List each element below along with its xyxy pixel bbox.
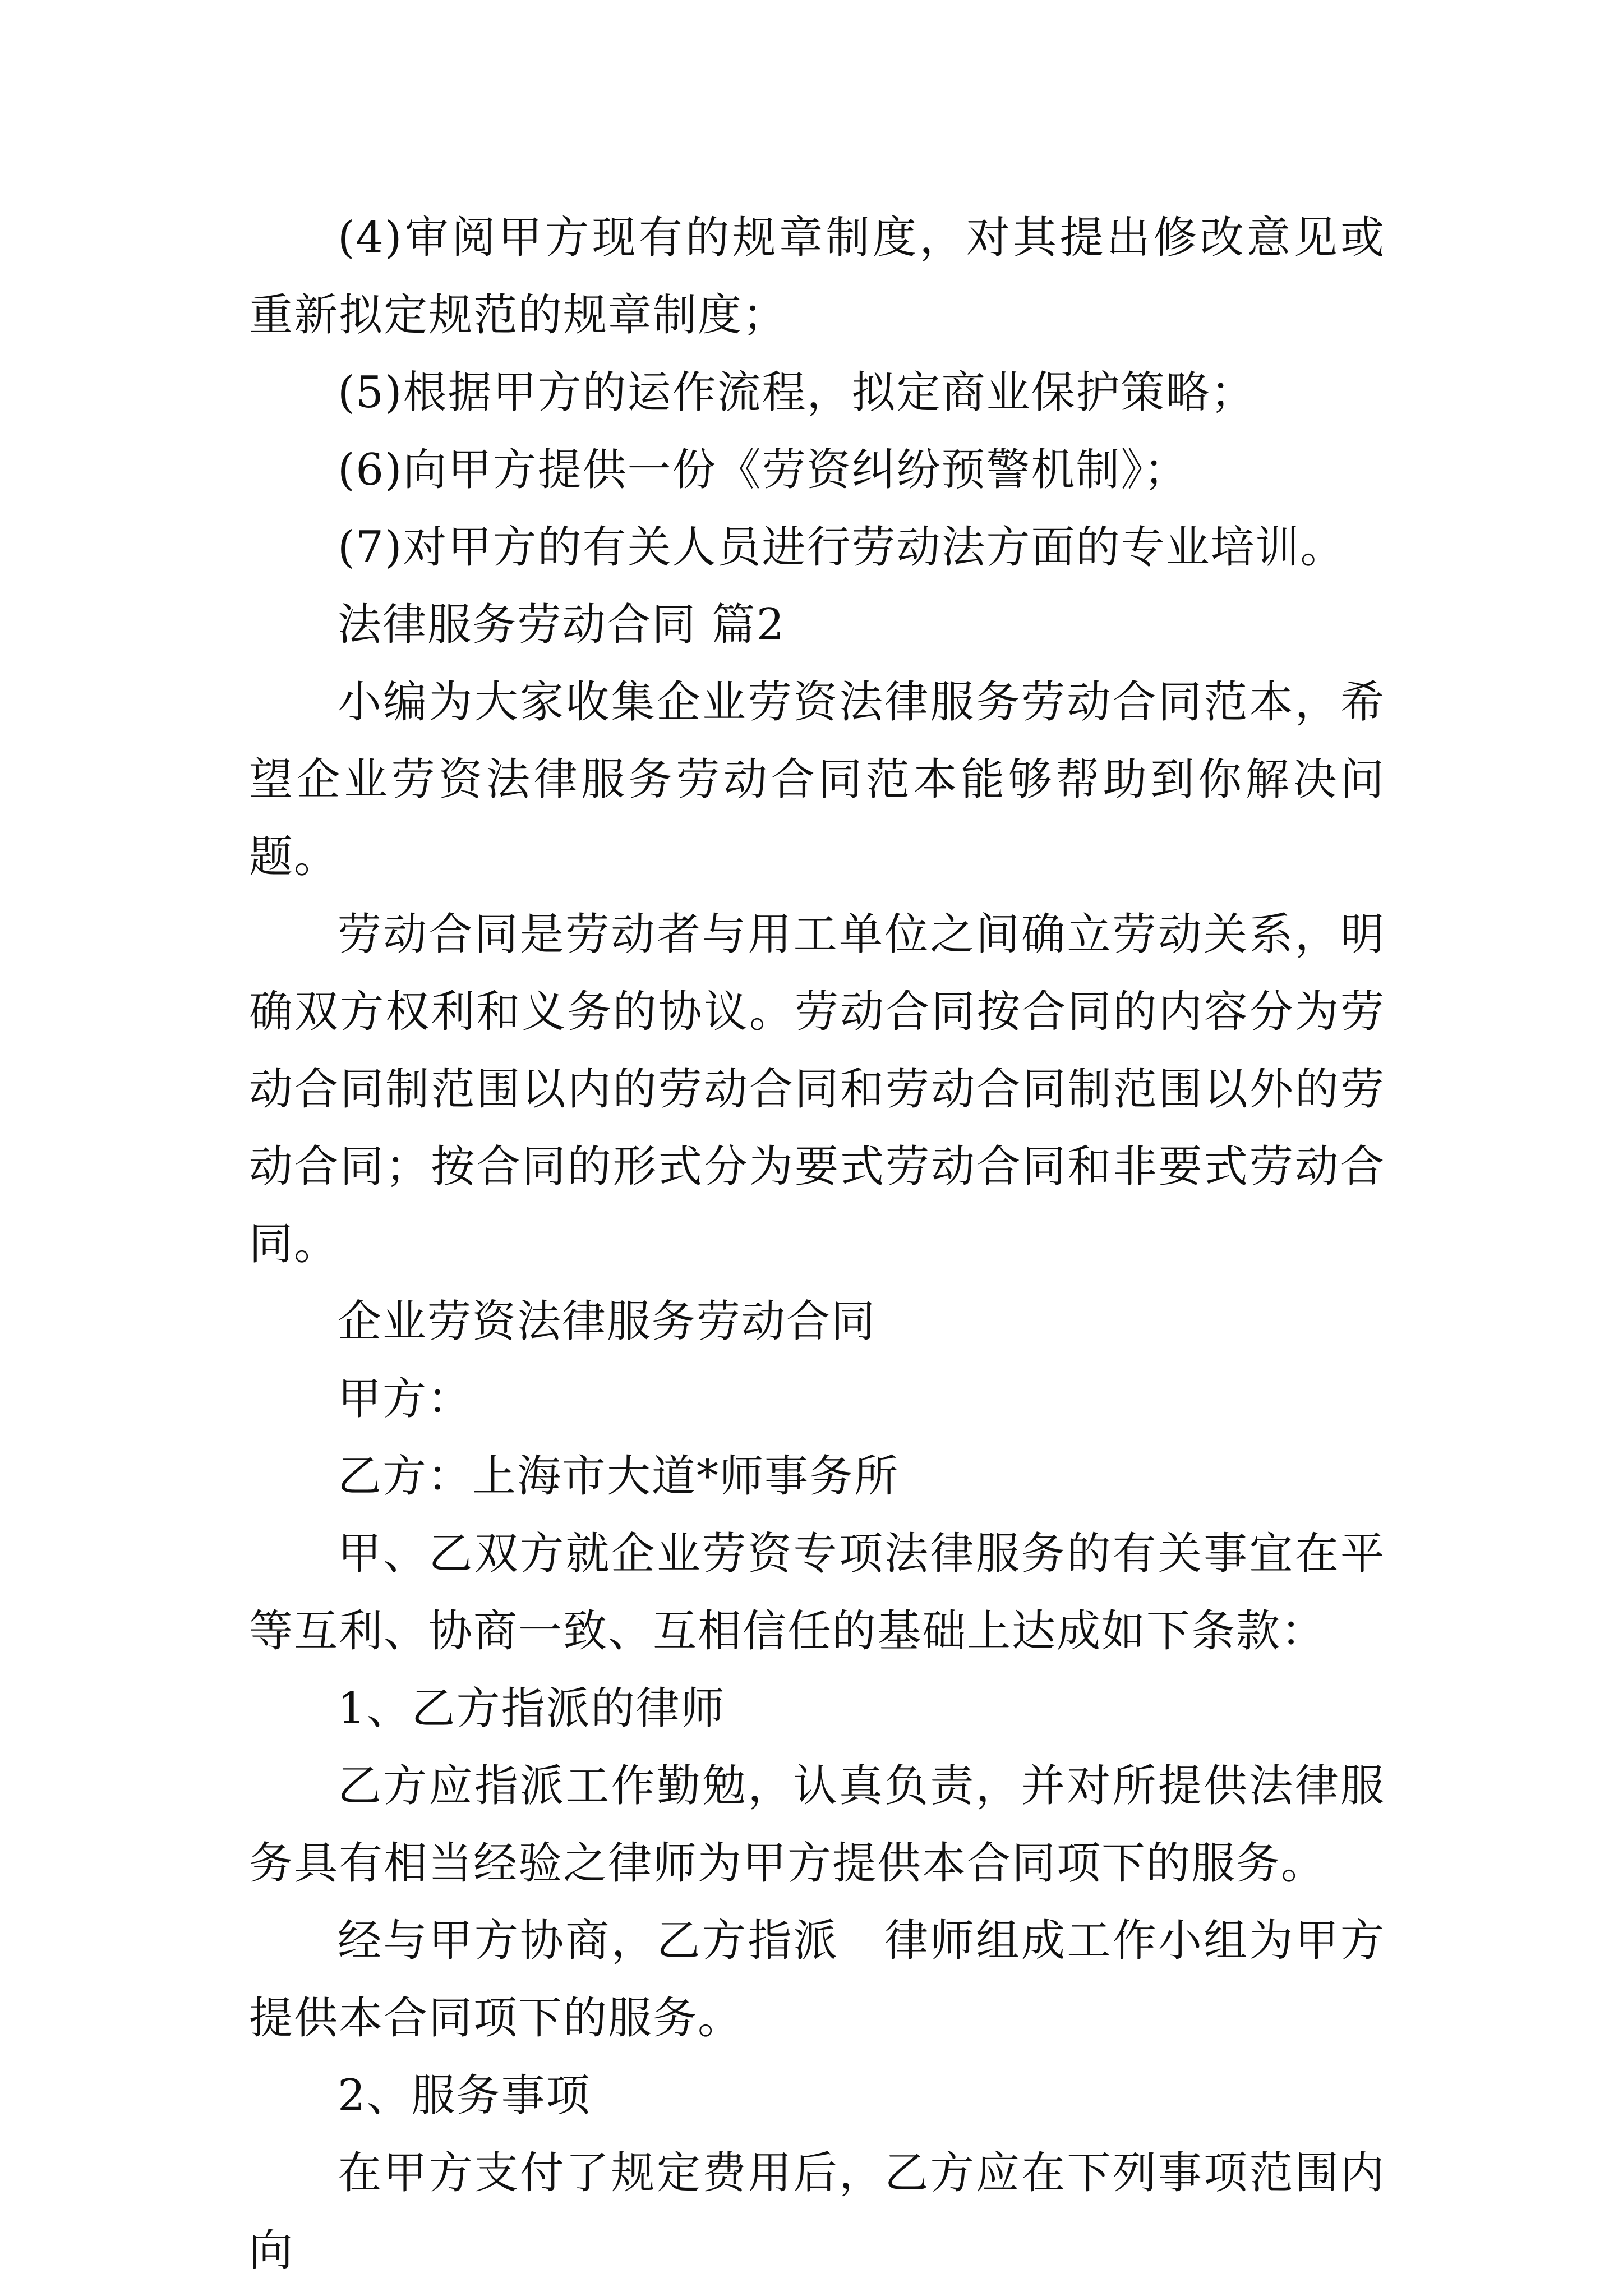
paragraph-item-5: (5)根据甲方的运作流程，拟定商业保护策略； xyxy=(338,367,1256,418)
contract-title: 企业劳资法律服务劳动合同 xyxy=(338,1296,877,1347)
document-body xyxy=(249,199,1385,2289)
definition-paragraph: 劳动合同是劳动者与用工单位之间确立劳动关系，明确双方权利和义务的协议。劳动合同按合同的内容分为劳动合同制范围以内的劳动合同和劳动合同制范围以外的劳动合同；按合同的形式分为要式劳动合同和非要式劳动合同。 xyxy=(249,909,1385,1269)
clause-1-heading: 1、乙方指派的律师 xyxy=(338,1683,726,1734)
clause-2-paragraph: 在甲方支付了规定费用后，乙方应在下列事项范围内向 xyxy=(249,2148,1385,2276)
section-heading: 法律服务劳动合同 篇2 xyxy=(338,600,786,650)
clause-2-heading: 2、服务事项 xyxy=(338,2070,591,2121)
preamble-paragraph: 甲、乙双方就企业劳资专项法律服务的有关事宜在平等互利、协商一致、互相信任的基础上达成如下条款： xyxy=(249,1529,1385,1657)
clause-1-paragraph-a: 乙方应指派工作勤勉，认真负责，并对所提供法律服务具有相当经验之律师为甲方提供本合同项下的服务。 xyxy=(249,1761,1385,1889)
intro-paragraph: 小编为大家收集企业劳资法律服务劳动合同范本，希望企业劳资法律服务劳动合同范本能够帮助到你解决问题。 xyxy=(249,677,1385,882)
party-b-line: 乙方：上海市大道*师事务所 xyxy=(338,1451,900,1502)
paragraph-item-7: (7)对甲方的有关人员进行劳动法方面的专业培训。 xyxy=(338,522,1345,573)
paragraph-item-4: (4)审阅甲方现有的规章制度，对其提出修改意见或重新拟定规范的规章制度； xyxy=(249,213,1385,341)
party-a-line: 甲方： xyxy=(338,1374,473,1424)
paragraph-item-6: (6)向甲方提供一份《劳资纠纷预警机制》； xyxy=(338,445,1189,495)
clause-1-paragraph-b: 经与甲方协商，乙方指派 律师组成工作小组为甲方提供本合同项下的服务。 xyxy=(249,1916,1385,2044)
